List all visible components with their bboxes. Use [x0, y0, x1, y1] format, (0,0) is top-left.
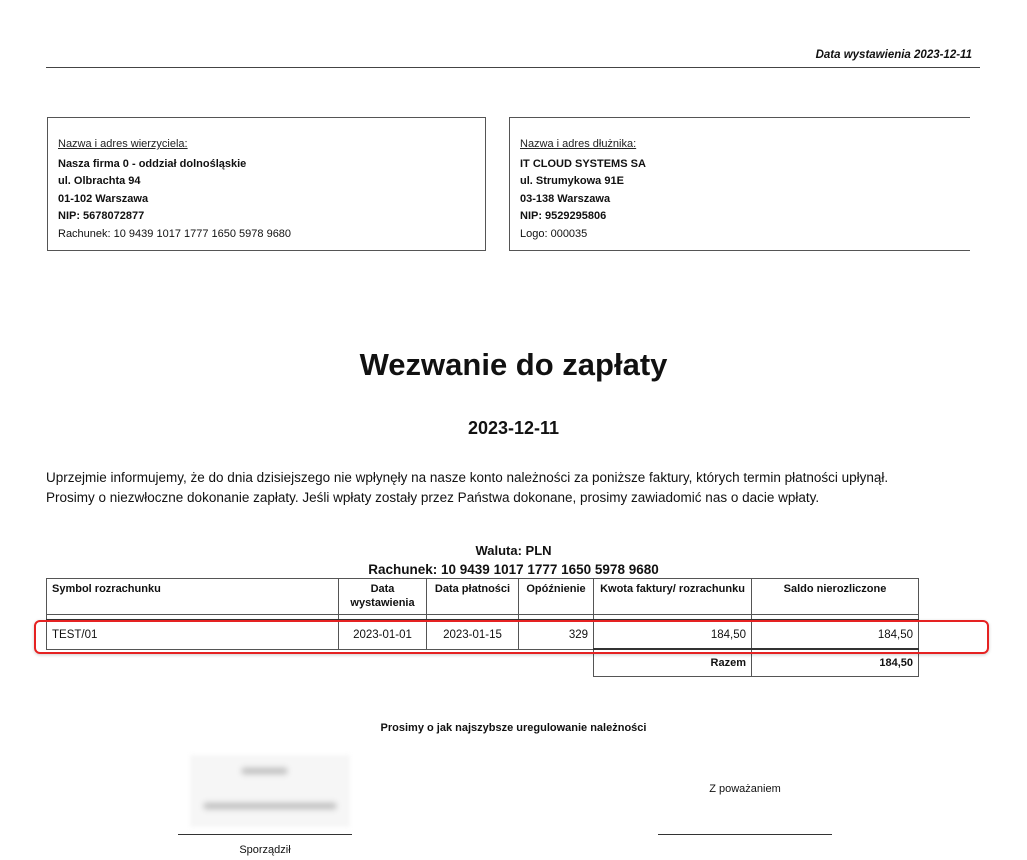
col-header-issue-date: Data wystawienia: [339, 579, 427, 615]
debtor-nip: NIP: 9529295806: [520, 210, 607, 222]
regards-signature-line: [658, 834, 832, 835]
cell-issue-date: 2023-01-01: [339, 620, 427, 649]
account-label: Rachunek: 10 9439 1017 1777 1650 5978 9680: [368, 562, 659, 577]
issue-date-header: Data wystawienia 2023-12-11: [815, 49, 972, 61]
cell-balance: 184,50: [752, 620, 919, 649]
blurred-name: [242, 768, 287, 774]
debtor-label: Nazwa i adres dłużnika:: [520, 138, 637, 150]
cell-symbol: TEST/01: [47, 620, 339, 649]
cell-amount: 184,50: [594, 620, 752, 649]
cell-delay: 329: [519, 620, 594, 649]
intro-text: [46, 468, 986, 508]
intro-line-2: Prosimy o niezwłoczne dokonanie zapłaty. Jeśli wpłaty zostały przez Państwa dokonane, prosimy zawiadomić nas o dacie wpłaty.: [46, 490, 820, 505]
creditor-name: Nasza firma 0 - oddział dolnośląskie: [58, 157, 247, 170]
creditor-box: [47, 117, 486, 251]
prepared-by-label: Sporządził: [239, 844, 291, 856]
total-label: Razem: [594, 649, 752, 677]
debtor-logo: Logo: 000035: [520, 227, 588, 240]
closing-text: Prosimy o jak najszybsze uregulowanie należności: [380, 722, 647, 734]
total-value: 184,50: [752, 649, 919, 677]
col-header-amount: Kwota faktury/ rozrachunku: [594, 579, 752, 615]
creditor-city: 01-102 Warszawa: [58, 192, 149, 205]
debtor-box: [509, 117, 970, 251]
creditor-nip: NIP: 5678072877: [58, 210, 145, 222]
invoice-table: [46, 578, 919, 677]
creditor-street: ul. Olbrachta 94: [58, 175, 141, 187]
col-header-symbol: Symbol rozrachunku: [47, 579, 339, 615]
blurred-signature-info: [190, 755, 350, 827]
header-divider: [46, 67, 980, 68]
cell-payment-date: 2023-01-15: [427, 620, 519, 649]
document-title: Wezwanie do zapłaty: [359, 347, 668, 382]
debtor-street: ul. Strumykowa 91E: [520, 175, 624, 187]
col-header-balance: Saldo nierozliczone: [752, 579, 919, 615]
currency-label: Waluta: PLN: [475, 543, 552, 558]
table-row[interactable]: [47, 620, 919, 649]
regards-text: Z poważaniem: [709, 783, 781, 795]
prepared-by-signature-line: [178, 834, 352, 835]
debtor-name: IT CLOUD SYSTEMS SA: [520, 157, 646, 170]
blurred-email: [204, 803, 336, 809]
col-header-delay: Opóźnienie: [519, 579, 594, 615]
intro-line-1: Uprzejmie informujemy, że do dnia dzisiejszego nie wpłynęły na nasze konto należności za poniższe faktury, których termin płatności upłynął.: [46, 470, 889, 485]
total-row: [47, 649, 919, 677]
document-date: 2023-12-11: [467, 418, 560, 438]
creditor-label: Nazwa i adres wierzyciela:: [58, 138, 188, 150]
creditor-account: Rachunek: 10 9439 1017 1777 1650 5978 9680: [58, 227, 292, 240]
debtor-city: 03-138 Warszawa: [520, 192, 611, 205]
col-header-payment-date: Data płatności: [427, 579, 519, 615]
